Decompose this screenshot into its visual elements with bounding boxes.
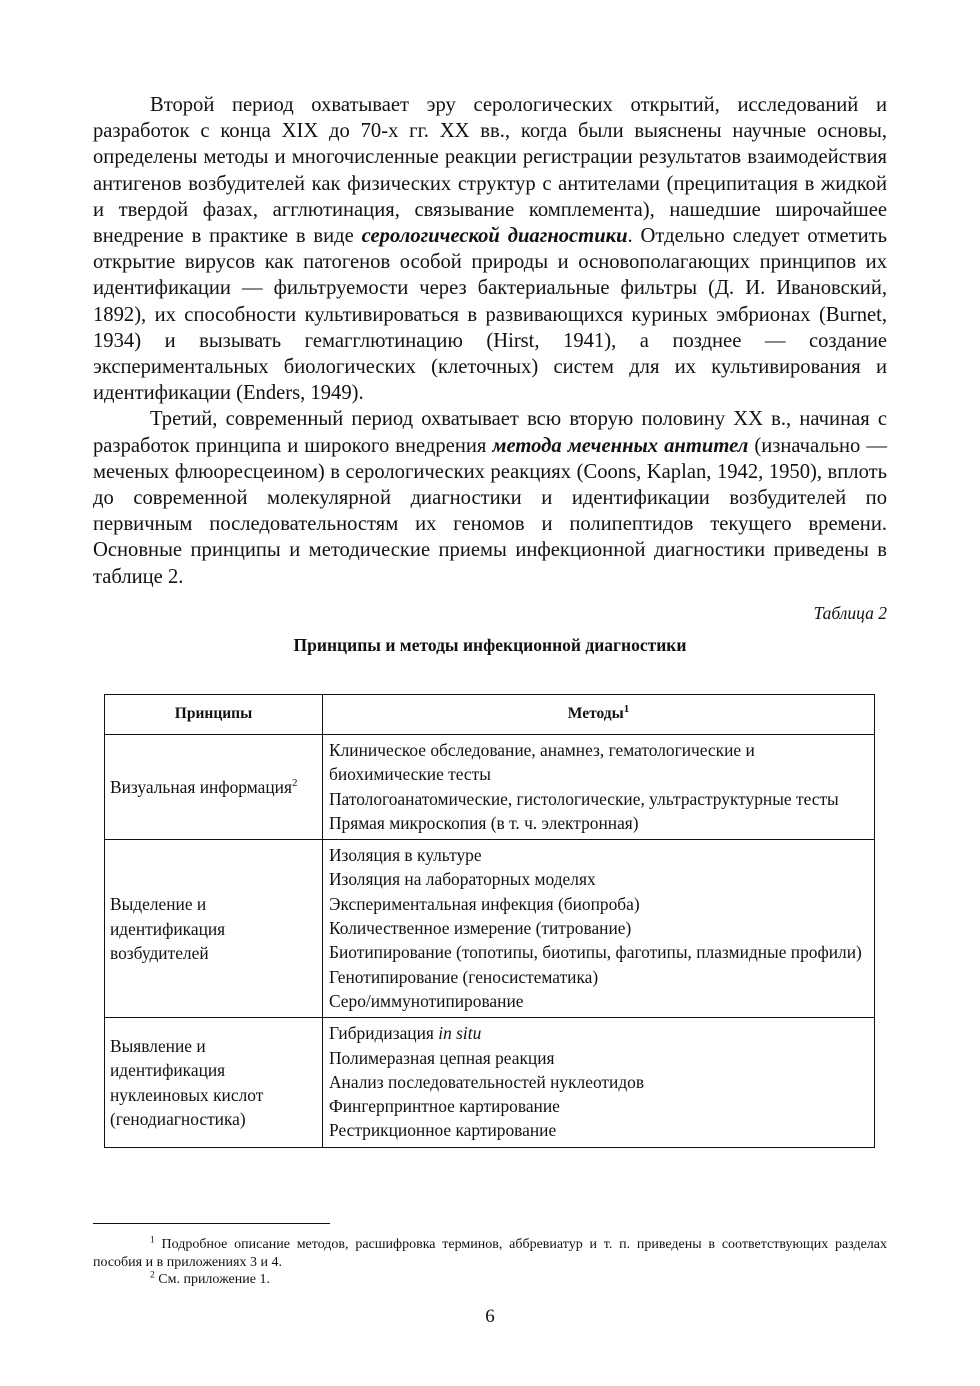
method-item: Полимеразная цепная реакция xyxy=(329,1047,555,1068)
footnote-mark: 2 xyxy=(150,1270,155,1281)
principle-label: Визуальная информация xyxy=(110,776,292,797)
emphasis-labeled-antibodies: метода меченных антител xyxy=(492,434,749,457)
table-row xyxy=(105,735,875,840)
paragraph-second-period xyxy=(93,92,887,406)
paragraph-third-period xyxy=(93,406,887,589)
method-item: Изоляция на лабораторных моделях xyxy=(329,869,596,890)
footnote-2 xyxy=(93,1271,887,1289)
method-item: Генотипирование (геносистематика) xyxy=(329,966,599,987)
method-item: Анализ последовательностей нуклеотидов xyxy=(329,1071,645,1092)
header-methods-label: Методы xyxy=(567,705,624,723)
table-header-row xyxy=(105,695,875,735)
footnote-text: Подробное описание методов, расшифровка терминов, аббревиатур и т. п. приведены в соответствующих разделах пособия и в приложениях 3 и 4. xyxy=(93,1237,887,1270)
methods-cell xyxy=(323,840,875,1018)
method-item: Патологоанатомические, гистологические, ультраструктурные тесты xyxy=(329,788,839,809)
principle-label: Выделение и идентификация возбудителей xyxy=(110,894,226,963)
page-number: 6 xyxy=(485,1306,495,1327)
footnote-text: См. приложение 1. xyxy=(154,1272,270,1287)
methods-cell xyxy=(323,735,875,840)
principle-cell xyxy=(105,735,323,840)
table-label: Таблица 2 xyxy=(813,602,887,623)
footnote-divider xyxy=(93,1223,330,1224)
footnote-ref: 1 xyxy=(623,703,630,716)
footnotes xyxy=(93,1236,887,1289)
paragraph-text: . Отдельно следует отметить открытие вирусов как патогенов особой природы и основополагающих принципов их идентификации — фильтруемости через бактериальные фильтры (Д. И. Ивановский, 1892), их способности культивироваться в развивающихся куриных эмбрионах (Burnet, 1934) и вызывать гемагглютинацию (Hirst, 1941), а позднее — создание экспериментальных биологических (клеточных) систем для их культивирования и идентификации (Enders, 1949). xyxy=(93,225,888,405)
emphasis-serological-diagnostics: серологической диагностики xyxy=(361,225,628,248)
method-item: Фингерпринтное картирование xyxy=(329,1096,560,1117)
principle-cell xyxy=(105,840,323,1018)
header-principles-label: Принципы xyxy=(174,705,253,723)
header-methods xyxy=(323,695,875,735)
method-item: Серо/иммунотипирование xyxy=(329,990,524,1011)
method-item: Биотипирование (топотипы, биотипы, фаготипы, плазмидные профили) xyxy=(329,942,862,963)
principle-label: Выявление и идентификация нуклеиновых кислот (генодиагностика) xyxy=(110,1035,264,1129)
method-item xyxy=(329,1021,866,1045)
method-italic-text: in situ xyxy=(438,1023,482,1044)
footnote-mark: 1 xyxy=(150,1235,155,1246)
method-item: Клиническое обследование, анамнез, гематологические и биохимические тесты xyxy=(329,740,755,785)
table-row xyxy=(105,840,875,1018)
methods-cell xyxy=(323,1018,875,1147)
paragraph-text: (изначально — меченых флюоресцеином) в серологических реакциях (Coons, Kaplan, 1942, 1950), вплоть до современной молекулярной диагностики и идентификации возбудителей по первичным последовательностям их геномов и полипептидов текущего времени. Основные принципы и методические приемы инфекционной диагностики приведены в таблице 2. xyxy=(93,434,887,588)
paragraph-text: Второй период охватывает эру серологических открытий, исследований и разработок с конца XIX до 70-х гг. XX вв., когда были выяснены научные основы, определены методы и многочисленные реакции регистрации результатов взаимодействия антигенов возбудителей как физических структур с антителами (преципитация в жидкой и твердой фазах, агглютинация, связывание комплемента), нашедшие широчайшее внедрение в практике в виде xyxy=(93,94,887,248)
method-text: Гибридизация xyxy=(329,1023,439,1044)
table-title: Принципы и методы инфекционной диагностики xyxy=(293,634,687,655)
diagnostics-table xyxy=(104,694,875,1148)
method-item: Прямая микроскопия (в т. ч. электронная) xyxy=(329,812,639,833)
method-item: Количественное измерение (титрование) xyxy=(329,918,632,939)
table-row xyxy=(105,1018,875,1147)
footnote-ref: 2 xyxy=(291,777,298,790)
method-item: Изоляция в культуре xyxy=(329,845,482,866)
header-principles xyxy=(105,695,323,735)
method-item: Экспериментальная инфекция (биопроба) xyxy=(329,893,640,914)
principle-cell xyxy=(105,1018,323,1147)
paragraph-text: Третий, современный период охватывает всю вторую половину XX в., начиная с разработок принципа и широкого внедрения xyxy=(93,408,887,457)
footnote-1 xyxy=(93,1236,887,1271)
method-item: Рестрикционное картирование xyxy=(329,1120,557,1141)
page-body xyxy=(93,92,887,656)
